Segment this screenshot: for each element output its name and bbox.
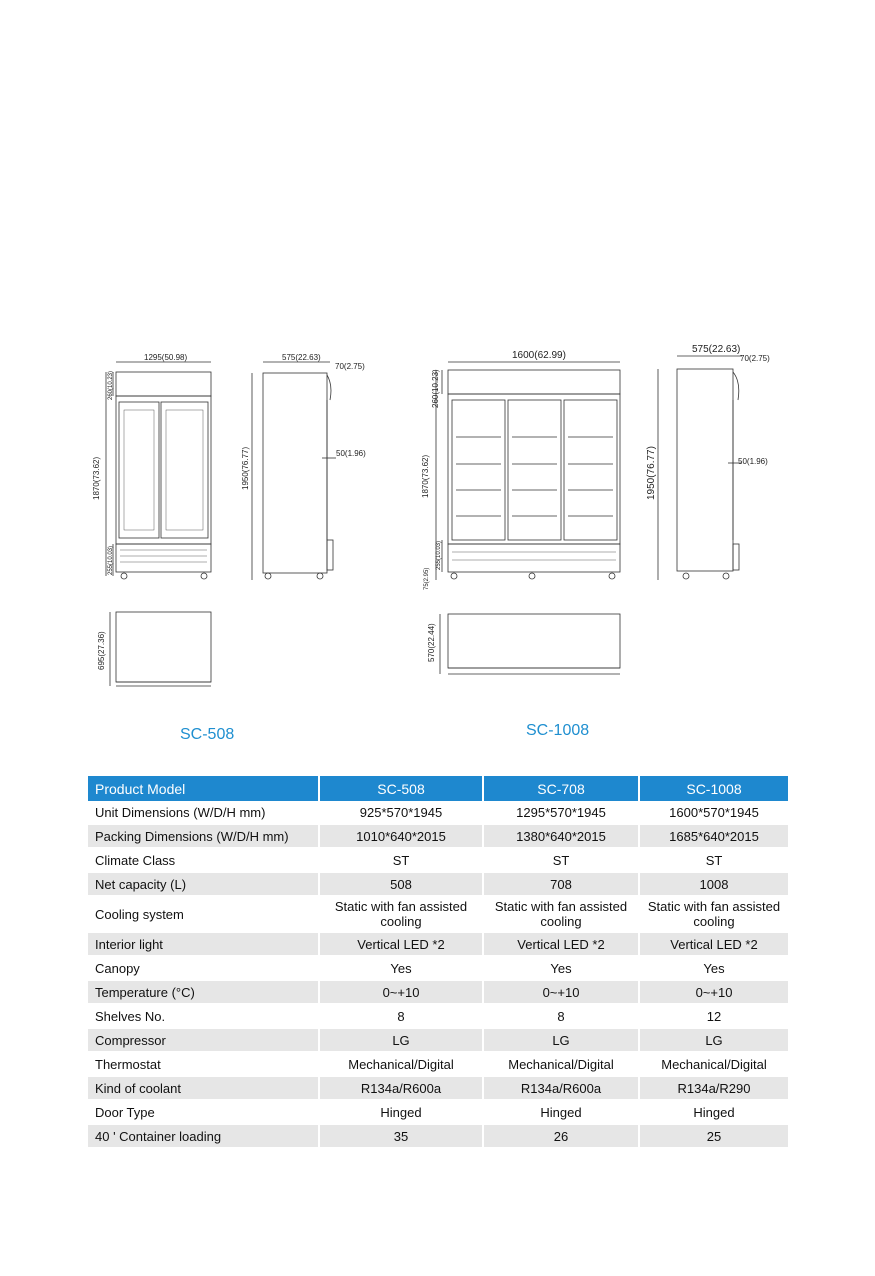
row-label: Packing Dimensions (W/D/H mm) xyxy=(88,824,319,848)
cell-value: 1010*640*2015 xyxy=(319,824,483,848)
cell-value: LG xyxy=(483,1028,639,1052)
cell-value: Static with fan assisted cooling xyxy=(319,896,483,932)
cell-value: 925*570*1945 xyxy=(319,801,483,824)
cell-value: LG xyxy=(639,1028,788,1052)
spec-header-row xyxy=(88,776,788,801)
row-label: Shelves No. xyxy=(88,1004,319,1028)
cell-value: Mechanical/Digital xyxy=(483,1052,639,1076)
cell-value: Static with fan assisted cooling xyxy=(483,896,639,932)
table-row xyxy=(88,1004,788,1028)
row-label: Net capacity (L) xyxy=(88,872,319,896)
row-label: Canopy xyxy=(88,956,319,980)
cell-value: 0~+10 xyxy=(639,980,788,1004)
cell-value: Yes xyxy=(639,956,788,980)
table-row xyxy=(88,872,788,896)
cell-value: Hinged xyxy=(639,1100,788,1124)
cell-value: Yes xyxy=(319,956,483,980)
header-product-model: Product Model xyxy=(88,776,319,801)
cell-value: Vertical LED *2 xyxy=(639,932,788,956)
cell-value: R134a/R600a xyxy=(483,1076,639,1100)
cell-value: Mechanical/Digital xyxy=(639,1052,788,1076)
table-row xyxy=(88,932,788,956)
cell-value: Mechanical/Digital xyxy=(319,1052,483,1076)
row-label: Unit Dimensions (W/D/H mm) xyxy=(88,801,319,824)
left-base-height: 255(10.03) xyxy=(108,545,114,575)
right-front-width: 1600(62.99) xyxy=(512,350,566,361)
cell-value: 8 xyxy=(483,1004,639,1028)
right-canopy-height: 260(10.23) xyxy=(431,369,440,408)
row-label: Door Type xyxy=(88,1100,319,1124)
cell-value: 1008 xyxy=(639,872,788,896)
left-front-height: 1870(73.62) xyxy=(92,456,101,500)
header-sc-1008: SC-1008 xyxy=(639,776,788,801)
left-side-handle: 70(2.75) xyxy=(335,362,365,371)
technical-drawings xyxy=(0,340,875,700)
table-row xyxy=(88,848,788,872)
cell-value: 1380*640*2015 xyxy=(483,824,639,848)
row-label: 40 ' Container loading xyxy=(88,1124,319,1148)
left-top-view xyxy=(110,612,211,686)
cell-value: 35 xyxy=(319,1124,483,1148)
row-label: Compressor xyxy=(88,1028,319,1052)
row-label: Kind of coolant xyxy=(88,1076,319,1100)
cell-value: ST xyxy=(483,848,639,872)
row-label: Thermostat xyxy=(88,1052,319,1076)
row-label: Climate Class xyxy=(88,848,319,872)
cell-value: ST xyxy=(639,848,788,872)
table-row xyxy=(88,1100,788,1124)
left-canopy-height: 260(10.23) xyxy=(108,370,114,400)
right-side-door: 50(1.96) xyxy=(738,457,768,466)
table-row xyxy=(88,1028,788,1052)
left-side-depth: 575(22.63) xyxy=(282,353,321,362)
cell-value: Vertical LED *2 xyxy=(319,932,483,956)
cell-value: R134a/R600a xyxy=(319,1076,483,1100)
model-label-left: SC-508 xyxy=(180,726,235,743)
table-row xyxy=(88,896,788,932)
cell-value: 1600*570*1945 xyxy=(639,801,788,824)
right-side-depth: 575(22.63) xyxy=(692,344,741,355)
cell-value: 0~+10 xyxy=(319,980,483,1004)
left-side-height: 1950(76.77) xyxy=(241,446,250,490)
left-side-door: 50(1.96) xyxy=(336,449,366,458)
cell-value: 26 xyxy=(483,1124,639,1148)
header-sc-508: SC-508 xyxy=(319,776,483,801)
cell-value: 1295*570*1945 xyxy=(483,801,639,824)
cell-value: 0~+10 xyxy=(483,980,639,1004)
right-base-height: 255(10.03) xyxy=(436,540,442,570)
table-row xyxy=(88,824,788,848)
cell-value: LG xyxy=(319,1028,483,1052)
left-front-view xyxy=(106,362,211,579)
right-side-height: 1950(76.77) xyxy=(646,446,657,500)
cell-value: 708 xyxy=(483,872,639,896)
cell-value: ST xyxy=(319,848,483,872)
table-row xyxy=(88,1124,788,1148)
left-top-depth: 695(27.36) xyxy=(97,631,106,670)
row-label: Interior light xyxy=(88,932,319,956)
cell-value: 1685*640*2015 xyxy=(639,824,788,848)
cell-value: Static with fan assisted cooling xyxy=(639,896,788,932)
right-side-view xyxy=(658,356,742,580)
right-front-view xyxy=(436,362,620,580)
right-front-foot: 75(2.95) xyxy=(424,567,430,590)
table-row xyxy=(88,956,788,980)
right-top-depth: 570(22.44) xyxy=(427,623,436,662)
table-row xyxy=(88,1076,788,1100)
left-front-width: 1295(50.98) xyxy=(144,353,188,362)
cell-value: Hinged xyxy=(319,1100,483,1124)
cell-value: 508 xyxy=(319,872,483,896)
right-top-view xyxy=(440,614,620,674)
cell-value: 8 xyxy=(319,1004,483,1028)
header-sc-708: SC-708 xyxy=(483,776,639,801)
cell-value: Hinged xyxy=(483,1100,639,1124)
cell-value: Yes xyxy=(483,956,639,980)
right-front-height: 1870(73.62) xyxy=(421,454,430,498)
table-row xyxy=(88,980,788,1004)
right-side-handle: 70(2.75) xyxy=(740,354,770,363)
cell-value: 25 xyxy=(639,1124,788,1148)
table-row xyxy=(88,801,788,824)
cell-value: R134a/R290 xyxy=(639,1076,788,1100)
cell-value: 12 xyxy=(639,1004,788,1028)
table-row xyxy=(88,1052,788,1076)
cell-value: Vertical LED *2 xyxy=(483,932,639,956)
spec-table xyxy=(88,776,788,1149)
left-side-view xyxy=(252,362,336,580)
row-label: Temperature (°C) xyxy=(88,980,319,1004)
row-label: Cooling system xyxy=(88,896,319,932)
model-label-right: SC-1008 xyxy=(526,722,590,739)
